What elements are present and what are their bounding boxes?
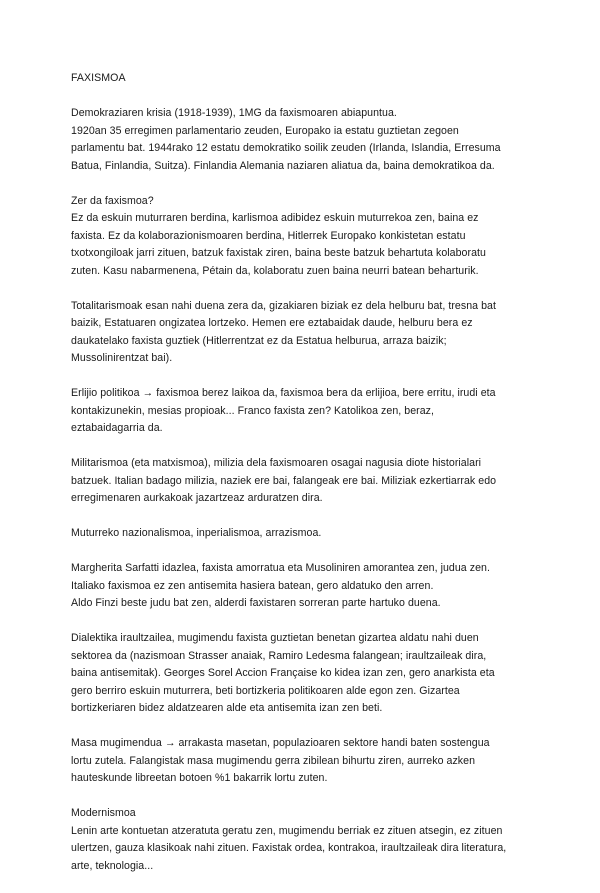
text-line: daukatelako faxista guztiek (Hitlerrentzat ez da Estatua helburua, arraza baizik; — [71, 334, 447, 347]
text-line: eztabaidagarria da. — [71, 422, 163, 434]
text-line: lortu zutela. Falangistak masa mugimendu gerra zibilean bihurtu ziren, aurreko azken — [71, 754, 476, 767]
text-line: sektorea da (nazismoan Strasser anaiak, Ramiro Ledesma falangean; iraultzaileak dira, — [71, 649, 487, 662]
text-line: Erlijio politikoa → faxismoa berez laikoa da, faxismoa bera da erlijioa, bere erritu, irudi eta — [71, 387, 496, 399]
text-line: Militarismoa (eta matxismoa), milizia dela faxismoaren osagai nagusia diote historialari — [71, 457, 482, 469]
paragraph-list — [71, 105, 541, 875]
text-line: Mussolinirentzat bai). — [71, 352, 173, 364]
paragraph — [71, 298, 541, 368]
paragraph — [71, 385, 541, 438]
text-line: Ez da eskuin muturraren berdina, karlismoa adibidez eskuin muturrekoa zen, baina ez — [71, 212, 479, 224]
paragraph — [71, 525, 541, 543]
paragraph — [71, 455, 541, 508]
text-line: txotxongiloak jarri zituen, batzuk faxistak ziren, baina beste batzuk behartuta kolaboratu — [71, 247, 486, 259]
text-line: Aldo Finzi beste judu bat zen, alderdi faxistaren sorreran parte hartuko duena. — [71, 597, 441, 609]
text-line: baina antisemitak). Georges Sorel Accion Française ko kidea izan zen, gero anarkista eta — [71, 667, 495, 679]
text-line: 1920an 35 erregimen parlamentario zeuden, Europako ia estatu guztietan zegoen — [71, 124, 459, 137]
text-line: Zer da faxismoa? — [71, 194, 154, 207]
text-line: kontakizunekin, mesias propioak... Franco faxista zen? Katolikoa zen, beraz, — [71, 404, 434, 417]
text-line: faxista. Ez da kolaborazionismoaren berdina, Hitlerrek Europako konkistetan estatu — [71, 229, 466, 242]
paragraph — [71, 735, 541, 788]
paragraph — [71, 630, 541, 718]
text-line: zuten. Kasu nabarmenena, Pétain da, kolaboratu zuen baina neurri batean beharturik. — [71, 264, 479, 277]
text-line: Totalitarismoak esan nahi duena zera da, gizakiaren biziak ez dela helburu bat, tresna bat — [71, 299, 496, 312]
text-line: parlamentu bat. 1944rako 12 estatu demokratiko soilik zeuden (Irlanda, Islandia, Erresuma — [71, 142, 501, 154]
paragraph — [71, 193, 541, 281]
text-line: ulertzen, gauza klasikoak nahi zituen. Faxistak ordea, kontrakoa, iraultzaileak dira literatura, — [71, 842, 507, 854]
text-line: erregimenaren aurkakoak jazartzeaz arduratzen dira. — [71, 492, 323, 504]
text-line: Modernismoa — [71, 807, 136, 819]
text-line: Lenin arte kontuetan atzeratuta geratu zen, mugimendu berriak ez zituen atsegin, ez zituen — [71, 824, 503, 837]
text-line: batzuek. Italian badago milizia, naziek ere bai, falangeak ere bai. Miliziak ezkertiarrak edo — [71, 474, 497, 487]
text-line: hauteskunde libreetan botoen %1 bakarrik lortu zuten. — [71, 772, 328, 784]
text-line: Muturreko nazionalismoa, inperialismoa, arrazismoa. — [71, 527, 322, 539]
text-line: Dialektika iraultzailea, mugimendu faxista guztietan benetan gizartea aldatu nahi duen — [71, 632, 479, 644]
text-line: arte, teknologia... — [71, 859, 154, 872]
text-line: bortizkeriaren bidez aldatzearen alde eta antisemita izan zen beti. — [71, 702, 383, 714]
text-line: Margherita Sarfatti idazlea, faxista amorratua eta Musoliniren amorantea zen, judua zen. — [71, 562, 490, 574]
text-line: baizik, Estatuaren ongizatea lortzeko. Hemen ere eztabaidak daude, helburu bera ez — [71, 317, 473, 329]
paragraph — [71, 805, 541, 875]
document-title: FAXISMOA — [71, 72, 126, 84]
text-line: Batua, Finlandia, Suitza). Finlandia Alemania naziaren aliatua da, baina demokratikoa da. — [71, 159, 495, 172]
paragraph — [71, 105, 541, 175]
text-line: Masa mugimendua → arrakasta masetan, populazioaren sektore handi baten sostengua — [71, 737, 490, 749]
text-line: Italiako faxismoa ez zen antisemita hasiera batean, gero aldatuko den arren. — [71, 579, 434, 592]
text-line: gero berriro eskuin muturrera, beti bortizkeria politikoaren alde egon zen. Gizartea — [71, 684, 460, 697]
document-body — [71, 70, 541, 893]
text-line: Demokraziaren krisia (1918-1939), 1MG da faxismoaren abiapuntua. — [71, 107, 397, 119]
paragraph — [71, 560, 541, 613]
